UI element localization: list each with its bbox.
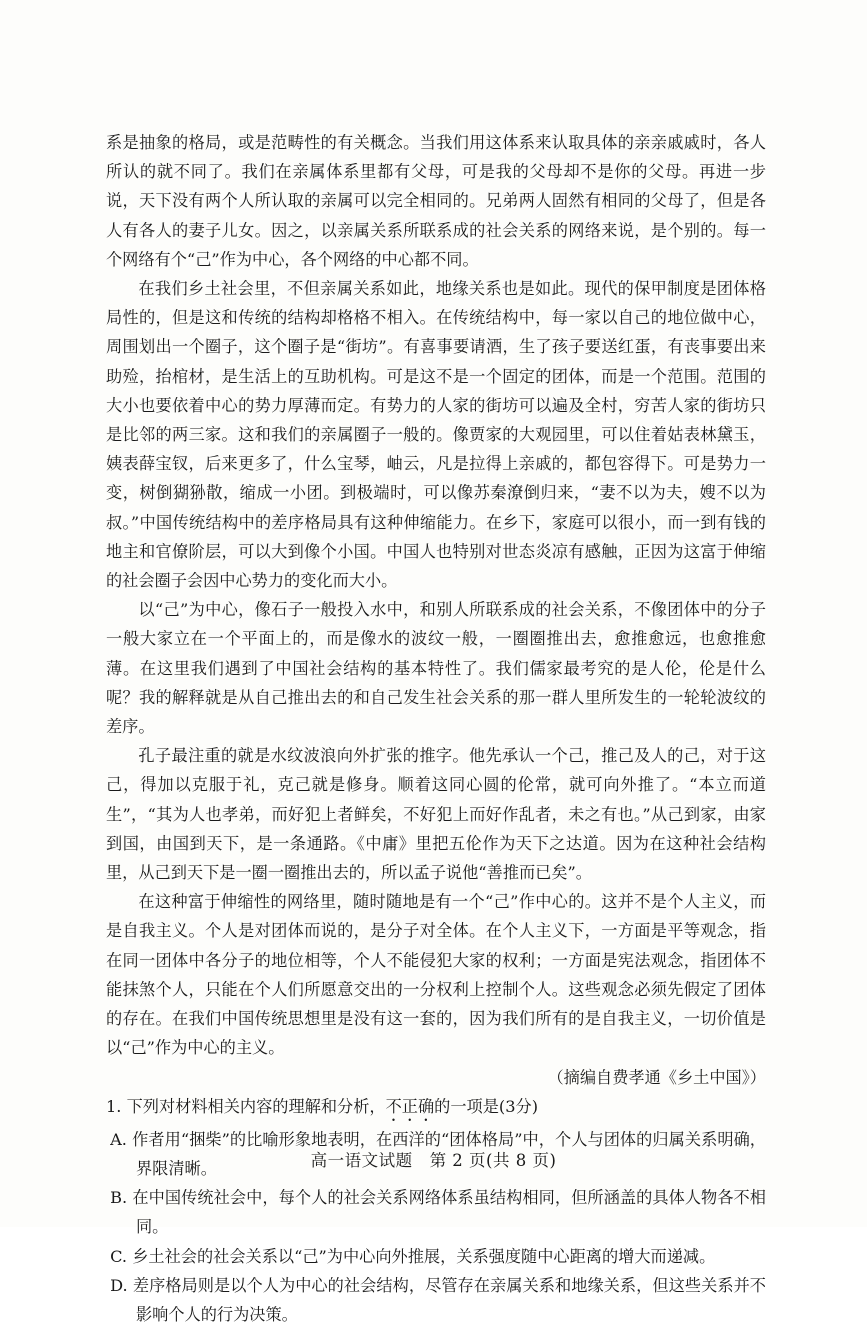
passage-source: （摘编自费孝通《乡土中国》） bbox=[547, 1067, 766, 1087]
option-c: C. 乡土社会的社会关系以“己”为中心向外推展，关系强度随中心距离的增大而递减。 bbox=[110, 1246, 716, 1266]
passage-paragraph-3: 以“己”为中心，像石子一般投入水中，和别人所联系成的社会关系，不像团体中的分子一般大家立在一个平面上的，而是像水的波纹一般，一圈圈推出去，愈推愈远，也愈推愈薄。在这里我们遇到了中国社会结构的基本特性了。我们儒家最考究的是人伦，伦是什么呢？我的解释就是从自己推出去的和自己发生社会关系的那一群人里所发生的一轮轮波纹的差序。 bbox=[106, 600, 766, 737]
page-footer: 高一语文试题 第 2 页(共 8 页) bbox=[310, 1151, 557, 1170]
passage-paragraph-1: 系是抽象的格局，或是范畴性的有关概念。当我们用这体系来认取具体的亲亲戚戚时，各人所认的就不同了。我们在亲属体系里都有父母，可是我的父母却不是你的父母。再进一步说，天下没有两个人所认取的亲属可以完全相同的。兄弟两人固然有相同的父母了，但是各人有各人的妻子儿女。因之，以亲属关系所联系成的社会关系的网络来说，是个别的。每一个网络有个“己”作为中心，各个网络的中心都不同。 bbox=[106, 133, 766, 269]
question-stem bbox=[106, 1092, 766, 1125]
question-stem-emphasis: 不正确 bbox=[385, 1096, 435, 1116]
question-stem-suffix: 的一项是(3分) bbox=[434, 1096, 539, 1116]
option-b: B. 在中国传统社会中，每个人的社会关系网络体系虽结构相同，但所涵盖的具体人物各不相同。 bbox=[110, 1188, 766, 1237]
option-d: D. 差序格局则是以个人为中心的社会结构，尽管存在亲属关系和地缘关系，但这些关系并不影响个人的行为决策。 bbox=[110, 1275, 766, 1324]
passage-paragraph-2: 在我们乡土社会里，不但亲属关系如此，地缘关系也是如此。现代的保甲制度是团体格局性的，但是这和传统的结构却格格不相入。在传统结构中，每一家以自己的地位做中心，周围划出一个圈子，这个圈子是“街坊”。有喜事要请酒，生了孩子要送红蛋，有丧事要出来助殓，抬棺材，是生活上的互助机构。可是这不是一个固定的团体，而是一个范围。范围的大小也要依着中心的势力厚薄而定。有势力的人家的街坊可以遍及全村，穷苦人家的街坊只是比邻的两三家。这和我们的亲属圈子一般的。像贾家的大观园里，可以住着姑表林黛玉，姨表薛宝钗，后来更多了，什么宝琴，岫云，凡是拉得上亲戚的，都包容得下。可是势力一变，树倒猢狲散，缩成一小团。到极端时，可以像苏秦潦倒归来，“妻不以为夫，嫂不以为叔。”中国传统结构中的差序格局具有这种伸缩能力。在乡下，家庭可以很小，而一到有钱的地主和官僚阶层，可以大到像个小国。中国人也特别对世态炎凉有感触，正因为这富于伸缩的社会圈子会因中心势力的变化而大小。 bbox=[106, 279, 766, 591]
passage-paragraph-4: 孔子最注重的就是水纹波浪向外扩张的推字。他先承认一个己，推己及人的己，对于这己，得加以克服于礼，克己就是修身。顺着这同心圆的伦常，就可向外推了。“本立而道生”，“其为人也孝弟，而好犯上者鲜矣，不好犯上而好作乱者，未之有也。”从己到家，由家到国，由国到天下，是一条通路。《中庸》里把五伦作为天下之达道。因为在这种社会结构里，从己到天下是一圈一圈推出去的，所以孟子说他“善推而已矣”。 bbox=[106, 746, 766, 883]
passage-paragraph-5: 在这种富于伸缩性的网络里，随时随地是有一个“己”作中心的。这并不是个人主义，而是自我主义。个人是对团体而说的，是分子对全体。在个人主义下，一方面是平等观念，指在同一团体中各分子的地位相等，个人不能侵犯大家的权利；一方面是宪法观念，指团体不能抹煞个人，只能在个人们所愿意交出的一分权利上控制个人。这些观念必须先假定了团体的存在。在我们中国传统思想里是没有这一套的，因为我们所有的是自我主义，一切价值是以“己”作为中心的主义。 bbox=[106, 892, 766, 1058]
option-a: A. 作者用“捆柴”的比喻形象地表明，在西洋的“团体格局”中，个人与团体的归属关系明确，界限清晰。 bbox=[110, 1129, 766, 1178]
question-1 bbox=[106, 1092, 766, 1329]
question-stem-prefix: 1. 下列对材料相关内容的理解和分析， bbox=[106, 1096, 386, 1116]
